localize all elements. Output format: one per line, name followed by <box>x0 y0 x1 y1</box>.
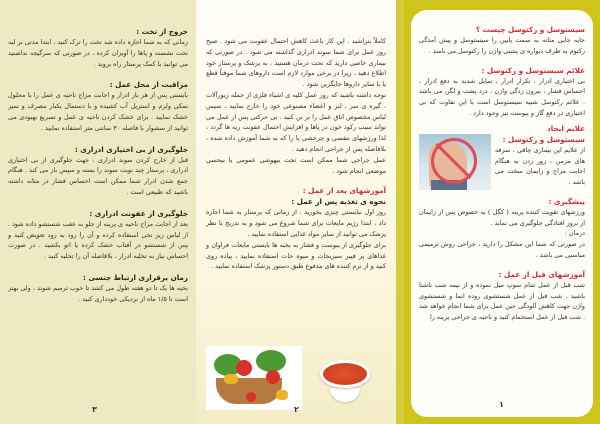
text-leaving-bed: زمانی که به شما اجازه داده شد تخت را ترک کنید ، ابتدا مدتی بر لبه تخت نشسته و پاها را آویزان کرده ، در صورتی که سرگیجه نداشتید می توانید با کمک پرستار راه بروید . <box>8 38 188 68</box>
brochure-panel-3 <box>0 0 196 424</box>
heading-uti-prevention: جلوگیری از عفونت ادراری : <box>89 208 188 218</box>
heading-wound-care: مراقبت از محل عمل : <box>109 80 188 90</box>
text-anesthesia: عمل جراحی شما ممکن است تحت بیهوشی عمومی یا بیحسی موضعی انجام شود . <box>206 155 386 175</box>
text-treatment: در صورتی که شما این مشکل را دارید ، جراحی روش ترمیمی مناسبی می باشد . <box>419 240 585 259</box>
text-surgery-day: توجه داشته باشید که روز عمل کلیه ی اشیاء فلزی از جمله زیورآلات ، گیره ی سر ، لنز و اعضاء مصنوعی خود را خارج نمایید ، سپس لباس مخصوص اتاق عمل را بر تن کنید . بی حرکتی پس از عمل می تواند سبب رکود خون در پاها و افزایش احتمال عفونت ریه ها گردد ، لذا ورزشهای تنفسی و چرخشی پا را که به شما آموزش داده شده ، بلافاصله پس از جراحی انجام دهید . <box>206 90 386 153</box>
text-sexual-activity: بخیه ها یک تا دو هفته طول می کشد تا خوب ترمیم شوند ، ولی بهتر است تا ۱/۵ ماه از نزدیکی خودداری کنید . <box>8 283 188 303</box>
heading-causes-sub: سیستوسل و رکتوسل : <box>502 134 585 144</box>
text-wound-care: بایستی پس از هر بار ادرار و اجابت مزاج ناحیه ی عمل را با محلول نمکی ولرم و استریل آب کشیده و با دستمال یکبار مصرف و تمیز خشک نمایید . برای خشک کردن ناحیه ی عمل و تسریع بهبودی می توانید از سشوار با فاصله ۳۰ سانتی متر استفاده نمایید . <box>8 91 188 132</box>
page-number: ۱ <box>499 400 504 409</box>
vegetables-basket-image <box>206 346 302 410</box>
prohibited-icon <box>431 138 477 184</box>
text-symptoms: بی اختیاری ادرار ، تکرار ادرار ، تمایل شدید به دفع ادرار ، احساس فشار ، بیرون زدگی واژن ، درد پشت و لگن می باشد . علائم رکتوسل شبیه سیستوسل است با این تفاوت که بی اختیاری در دفع گاز و یبوست نیز وجود دارد . <box>419 76 585 117</box>
heading-post-op-education: آموزشهای بعد از عمل : <box>302 186 386 196</box>
page-number: ۳ <box>92 405 97 414</box>
text-pre-op-continued: کاملاً بتراشید . این کار باعث کاهش احتمال عفونت می شود . صبح روز عمل برای شما سوند ادراری گذاشته می شود . در صورتی که بیماری خاصی دارید که تحت درمان هستید ، به پزشک و پرستار خود اطلاع دهید ، زیرا در برخی موارد لازم است داروهای شما موقتاً قطع یا با سایر داروها جایگزین شود . <box>206 37 386 89</box>
text-constipation-prevention: برای جلوگیری از یبوست و فشار به بخیه ها بایستی مایعات فراوان و غذاهای پر فیبر سبزیجات و میوه جات استفاده نمایید ، پیاده روی کنید و از نرم کننده های مدفوع طبق دستور پزشک استفاده نمایید . <box>206 240 386 271</box>
heading-sexual-activity: زمان برقراری ارتباط جنسی : <box>83 272 188 282</box>
heading-what-is: سیستوسل و رکتوسل چیست ؟ <box>475 25 585 34</box>
heading-causes: علایم ایجاد <box>547 123 585 133</box>
heading-incontinence-prevention: جلوگیری از بی اختیاری ادراری : <box>74 144 188 154</box>
text-causes: از علایم این بیماری چاقی ، سرفه های مزمن ، زور زدن به هنگام اجابت مزاج و زایمان سخت می باشد . <box>495 145 585 187</box>
text-uti-prevention: بعد از اجابت مزاج ناحیه ی پرینه از جلو به عقب شستشو داده شود . از لباس زیر نخی استفاده کرده و آن را زود به زود تعویض کنید و پس از شستشو در آفتاب خشک کرده یا اتو بکشید . در صورت احساس نیاز به تخلیه ادرار ، بلافاصله آن را تخلیه کنید . <box>8 219 188 261</box>
heading-pre-op-education: آموزشهای قبل از عمل : <box>498 269 585 279</box>
brochure-panel-2 <box>196 0 404 424</box>
brochure-panel-1 <box>404 0 600 424</box>
heading-post-op-nutrition: نحوه ی تغذیه پس از عمل : <box>291 197 386 207</box>
text-pre-op-education: شب قبل از عمل شام سوپ میل نموده و از نیمه شب ناشتا باشید . شب قبل از عمل شستشوی روده انما و شستشوی واژن جهت کاهش آلودگی حین عمل برای شما انجام خواهد شد . شب قبل از عمل استحمام کنید و ناحیه ی جراحی پرینه را <box>419 280 585 322</box>
text-prevention: ورزشهای تقویت کننده پرینه ( کگل ) به خصوص پس از زایمان از بروز افتادگی جلوگیری می نماید . <box>419 207 585 227</box>
text-incontinence-prevention: قبل از خارج کردن سوند ادراری ، جهت جلوگیری از بی اختیاری ادراری ، پرستار چند نوبت سوند را بسته و سپس باز می کند . هنگام جمع شدن ادرار شما ممکن است احساس فشار در مثانه داشته باشید که طبیعی است . <box>8 155 188 196</box>
heading-prevention: پیشگیری : <box>548 196 585 206</box>
text-what-is: جابه جایی مثانه به سمت پایین را سیستوسل و پیش آمدگی رکتوم به طرف دیواره ی پشتی واژن را رکتوسل می نامند . <box>419 36 585 55</box>
heading-leaving-bed: خروج از تخت : <box>136 27 188 36</box>
heading-symptoms: علائم سیستوسل و رکتوسل : <box>481 65 585 75</box>
heading-treatment: درمان : <box>564 229 585 238</box>
food-images <box>204 306 384 416</box>
soup-bowl-image <box>316 360 374 402</box>
text-post-op-nutrition: روز اول نبایستی چیزی بخورید . از زمانی که پرستار به شما اجازه داد ، ابتدا رژیم مایعات برای شما شروع می شود و به تدریج با نظر پزشک می توانید از سایر مواد غذایی استفاده نمایید . <box>206 208 386 238</box>
no-straining-illustration <box>419 134 491 190</box>
page-number: ۲ <box>294 405 299 414</box>
panel-1-card <box>411 10 593 417</box>
